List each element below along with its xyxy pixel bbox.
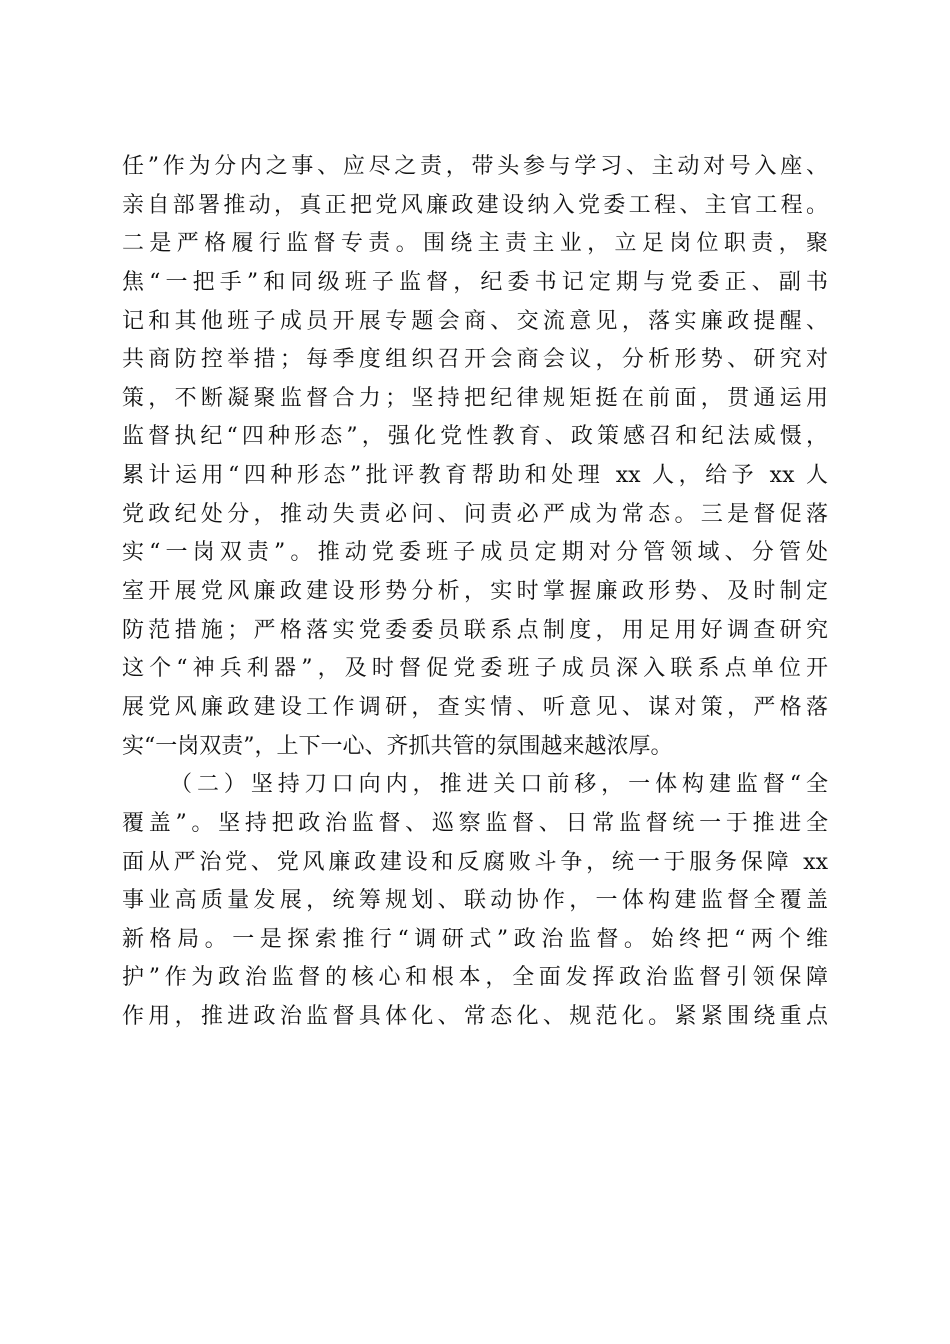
text-line: 护”作为政治监督的核心和根本，全面发挥政治监督引领保障 <box>122 965 828 991</box>
text-line: 记和其他班子成员开展专题会商、交流意见，落实廉政提醒、 <box>122 308 828 334</box>
text-line: 累计运用“四种形态”批评教育帮助和处理 xx 人，给予 xx 人 <box>122 463 828 489</box>
text-line: 事业高质量发展，统筹规划、联动协作，一体构建监督全覆盖 <box>122 888 828 914</box>
text-line: 监督执纪“四种形态”，强化党性教育、政策感召和纪法威慑， <box>122 424 828 450</box>
section-heading-line: （二）坚持刀口向内，推进关口前移，一体构建监督“全 <box>170 772 828 798</box>
text-line: 共商防控举措；每季度组织召开会商会议，分析形势、研究对 <box>122 347 828 373</box>
text-line: 党政纪处分，推动失责必问、问责必严成为常态。三是督促落 <box>122 501 828 527</box>
text-line: 实“一岗双责”。推动党委班子成员定期对分管领域、分管处 <box>122 540 828 566</box>
text-line: 策，不断凝聚监督合力；坚持把纪律规矩挺在前面，贯通运用 <box>122 385 828 411</box>
text-line: 焦“一把手”和同级班子监督，纪委书记定期与党委正、副书 <box>122 269 828 295</box>
text-line-paragraph-end: 实“一岗双责”，上下一心、齐抓共管的氛围越来越浓厚。 <box>122 733 673 759</box>
text-line: 防范措施；严格落实党委委员联系点制度，用足用好调查研究 <box>122 617 828 643</box>
text-line: 亲自部署推动，真正把党风廉政建设纳入党委工程、主官工程。 <box>122 192 828 218</box>
text-line: 二是严格履行监督专责。围绕主责主业，立足岗位职责，聚 <box>122 231 828 257</box>
text-line: 展党风廉政建设工作调研，查实情、听意见、谋对策，严格落 <box>122 694 828 720</box>
text-line: 这个“神兵利器”，及时督促党委班子成员深入联系点单位开 <box>122 656 828 682</box>
text-line: 作用，推进政治监督具体化、常态化、规范化。紧紧围绕重点 <box>122 1004 828 1030</box>
text-line: 面从严治党、党风廉政建设和反腐败斗争，统一于服务保障 xx <box>122 849 828 875</box>
text-line: 任”作为分内之事、应尽之责，带头参与学习、主动对号入座、 <box>122 154 828 179</box>
document-body <box>122 148 828 1037</box>
text-line: 新格局。一是探索推行“调研式”政治监督。始终把“两个维 <box>122 926 828 952</box>
text-line: 室开展党风廉政建设形势分析，实时掌握廉政形势、及时制定 <box>122 579 828 605</box>
text-line: 覆盖”。坚持把政治监督、巡察监督、日常监督统一于推进全 <box>122 810 828 836</box>
